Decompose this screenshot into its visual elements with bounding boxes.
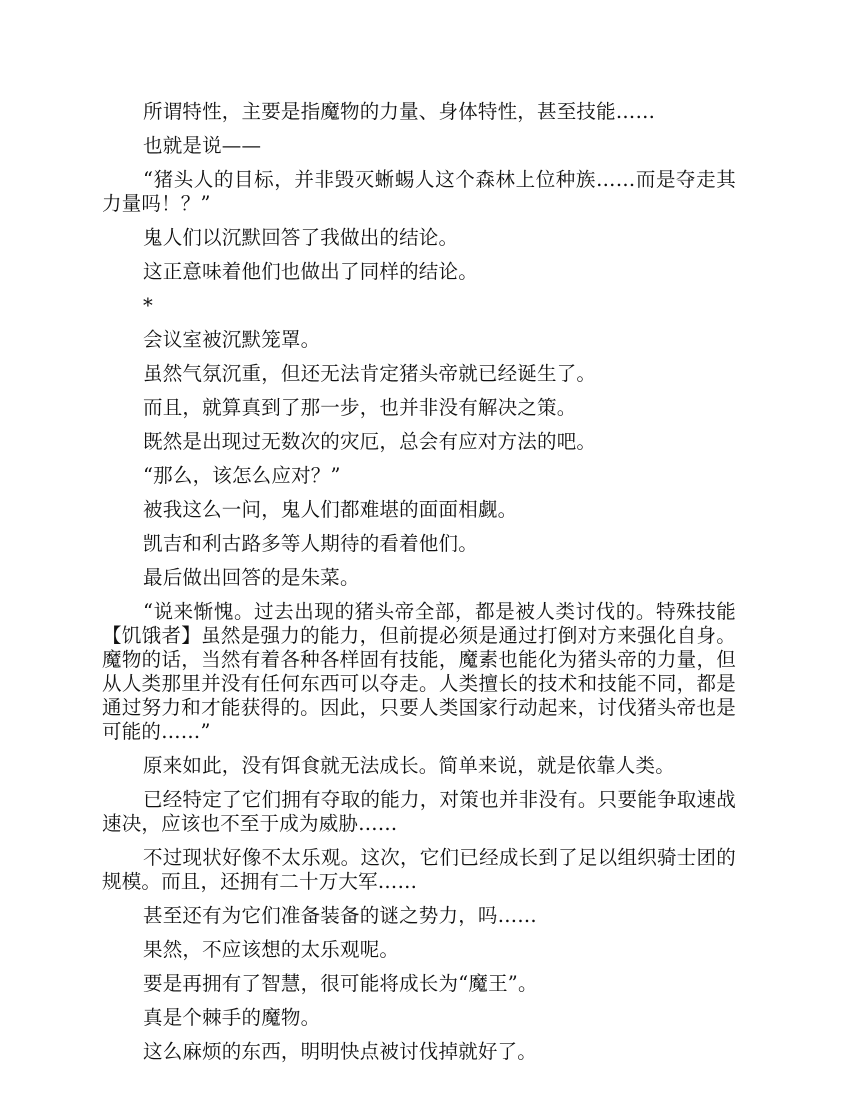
paragraph: 甚至还有为它们准备装备的谜之势力，吗…… [143, 904, 538, 927]
document-page [102, 100, 736, 1074]
paragraph: 真是个棘手的魔物。 [143, 1006, 321, 1029]
paragraph: 已经特定了它们拥有夺取的能力，对策也并非没有。只要能争取速战速决，应该也不至于成为威胁…… [102, 788, 736, 835]
paragraph: 既然是出现过无数次的灾厄，总会有应对方法的吧。 [143, 430, 597, 453]
paragraph: “那么，该怎么应对？” [143, 464, 341, 487]
paragraph: 而且，就算真到了那一步，也并非没有解决之策。 [143, 396, 577, 419]
paragraph: “猪头人的目标，并非毁灭蜥蜴人这个森林上位种族……而是夺走其力量吗！？” [102, 168, 736, 215]
paragraph: 虽然气氛沉重，但还无法肯定猪头帝就已经诞生了。 [143, 362, 597, 385]
paragraph: 要是再拥有了智慧，很可能将成长为“魔王”。 [143, 972, 538, 995]
paragraph: “说来惭愧。过去出现的猪头帝全部，都是被人类讨伐的。特殊技能【饥饿者】虽然是强力的能力，但前提必须是通过打倒对方来强化自身。魔物的话，当然有着各种各样固有技能，魔素也能化为猪头帝的力量，但从人类那里并没有任何东西可以夺走。人类擅长的技术和技能不同，都是通过努力和才能获得的。因此，只要人类国家行动起来，讨伐猪头帝也是可能的……” [102, 600, 736, 743]
paragraph: 鬼人们以沉默回答了我做出的结论。 [143, 226, 459, 249]
paragraph: 被我这么一问，鬼人们都难堪的面面相觑。 [143, 498, 518, 521]
paragraph: 最后做出回答的是朱菜。 [143, 566, 360, 589]
paragraph: 原来如此，没有饵食就无法成长。简单来说，就是依靠人类。 [143, 754, 675, 777]
paragraph: 也就是说—— [143, 134, 262, 157]
paragraph: 不过现状好像不太乐观。这次，它们已经成长到了足以组织骑士团的规模。而且，还拥有二十万大军…… [102, 846, 736, 893]
paragraph: 果然，不应该想的太乐观呢。 [143, 938, 400, 961]
paragraph: 这么麻烦的东西，明明快点被讨伐掉就好了。 [143, 1040, 538, 1063]
section-separator: * [143, 294, 153, 317]
paragraph: 所谓特性，主要是指魔物的力量、身体特性，甚至技能…… [143, 100, 656, 123]
paragraph: 这正意味着他们也做出了同样的结论。 [143, 260, 478, 283]
paragraph: 会议室被沉默笼罩。 [143, 328, 321, 351]
paragraph: 凯吉和利古路多等人期待的看着他们。 [143, 532, 478, 555]
